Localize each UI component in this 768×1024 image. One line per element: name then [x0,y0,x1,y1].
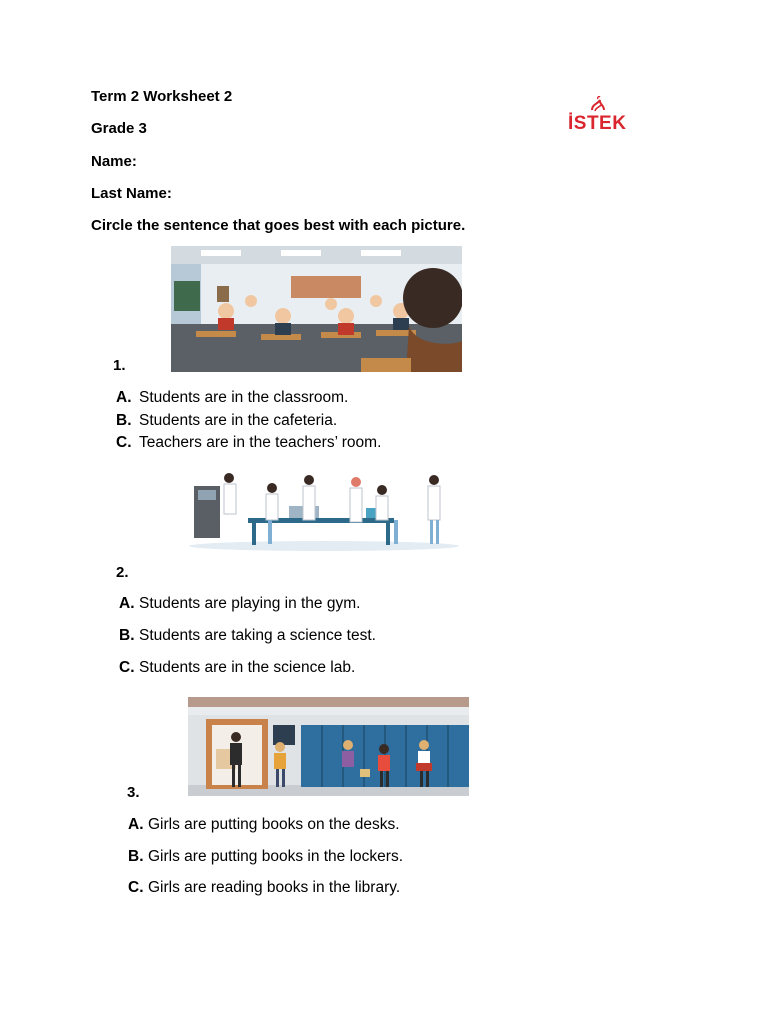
question-2-option-b[interactable] [119,627,376,645]
istek-logo [568,96,628,136]
option-letter: B. [116,412,132,429]
option-text: Students are taking a science test. [139,627,376,644]
worksheet-title: Term 2 Worksheet 2 [91,88,233,105]
question-1-option-a[interactable] [116,389,348,407]
option-text: Girls are reading books in the library. [148,879,401,896]
option-letter: C. [128,879,144,896]
question-1-option-c[interactable] [116,434,381,452]
option-letter: A. [119,595,135,612]
instruction-text: Circle the sentence that goes best with each picture. [91,217,466,234]
option-letter: A. [128,816,144,833]
question-2-option-a[interactable] [119,595,360,613]
classroom-illustration [171,246,462,372]
logo-text: İSTEK [568,113,627,134]
option-letter: A. [116,389,132,406]
question-1-number: 1. [113,357,126,374]
question-3-number: 3. [127,784,140,801]
option-text: Students are playing in the gym. [139,595,361,612]
question-3-option-a[interactable] [128,816,400,834]
grade-label: Grade 3 [91,120,147,137]
flame-icon [586,96,610,114]
question-1-option-b[interactable] [116,412,337,430]
option-letter: C. [116,434,132,451]
option-letter: C. [119,659,135,676]
question-2-option-c[interactable] [119,659,355,677]
question-2-number: 2. [116,564,129,581]
option-text: Students are in the cafeteria. [139,412,338,429]
option-text: Teachers are in the teachers’ room. [139,434,382,451]
option-text: Students are in the science lab. [139,659,356,676]
last-name-label: Last Name: [91,185,172,202]
option-letter: B. [128,848,144,865]
name-label: Name: [91,153,137,170]
school-hallway-lockers-illustration [188,697,469,796]
option-text: Girls are putting books in the lockers. [148,848,404,865]
question-3-option-c[interactable] [128,879,400,897]
option-text: Students are in the classroom. [139,389,349,406]
question-3-option-b[interactable] [128,848,403,866]
science-lab-illustration [184,468,463,556]
option-text: Girls are putting books on the desks. [148,816,400,833]
option-letter: B. [119,627,135,644]
